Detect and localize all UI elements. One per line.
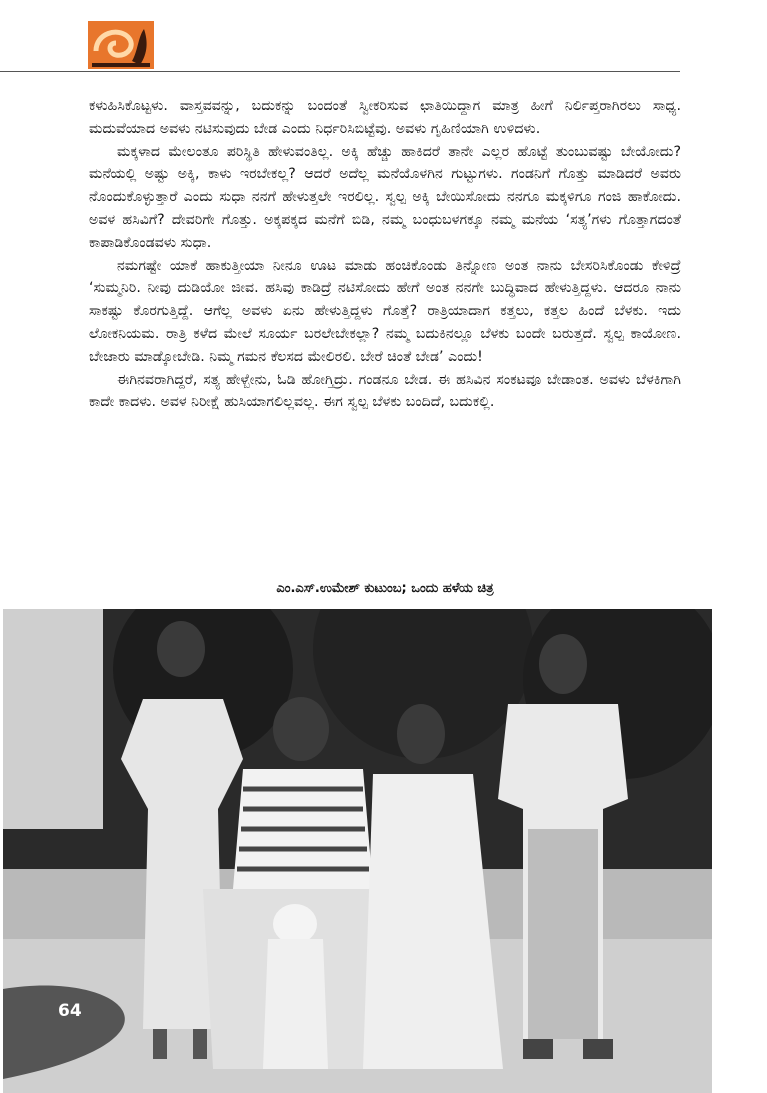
logo-swirl-icon [88, 21, 154, 69]
paragraph-1: ಕಳುಹಿಸಿಕೊಟ್ಟಳು. ವಾಸ್ತವವನ್ನು, ಬದುಕನ್ನು ಬಂದಂತೆ ಸ್ವೀಕರಿಸುವ ಛಾತಿಯಿದ್ದಾಗ ಮಾತ್ರ ಹೀಗೆ ನಿರ್ಲಿಪ್ತರಾಗಿರಲು ಸಾಧ್ಯ. ಮದುವೆಯಾದ ಅವಳು ನಟಿಸುವುದು ಬೇಡ ಎಂದು ನಿರ್ಧರಿಸಿಬಿಟ್ಟೆವು. ಅವಳು ಗೃಹಿಣಿಯಾಗಿ ಉಳಿದಳು. [89, 98, 681, 137]
magazine-logo [88, 21, 154, 69]
family-photo-illustration [3, 609, 712, 1093]
paragraph-4: ಈಗಿನವರಾಗಿದ್ದರೆ, ಸತ್ಯ ಹೇಳ್ಬೇನು, ಓಡಿ ಹೋಗ್ತಿದ್ರು. ಗಂಡನೂ ಬೇಡ. ಈ ಹಸಿವಿನ ಸಂಕಟವೂ ಬೇಡಾಂತ. ಅವಳು ಬೆಳಕಿಗಾಗಿ ಕಾದೇ ಕಾದಳು. ಅವಳ ನಿರೀಕ್ಷೆ ಹುಸಿಯಾಗಲಿಲ್ಲವಲ್ಲ. ಈಗ ಸ್ವಲ್ಪ ಬೆಳಕು ಬಂದಿದೆ, ಬದುಕಲ್ಲಿ. [89, 371, 681, 411]
article-body [89, 95, 681, 414]
page-number: 64 [58, 1001, 82, 1021]
paragraph-3: ನಮಗಷ್ಟೇ ಯಾಕೆ ಹಾಕುತ್ತೀಯಾ ನೀನೂ ಊಟ ಮಾಡು ಹಂಚಿಕೊಂಡು ತಿನ್ನೋಣ ಅಂತ ನಾನು ಬೇಸರಿಸಿಕೊಂಡು ಕೇಳಿದ್ರೆ ‘ಸುಮ್ಮನಿರಿ. ನೀವು ದುಡಿಯೋ ಜೀವ. ಹಸಿವು ಕಾಡಿದ್ರೆ ನಟಿಸೋದು ಹೇಗೆ ಅಂತ ನನಗೇ ಬುದ್ಧಿವಾದ ಹೇಳುತ್ತಿದ್ದಳು. ಆದರೂ ನಾನು ಸಾಕಷ್ಟು ಕೊರಗುತ್ತಿದ್ದೆ. ಆಗೆಲ್ಲ ಅವಳು ಏನು ಹೇಳುತ್ತಿದ್ದಳು ಗೊತ್ತೆ? ರಾತ್ರಿಯಾದಾಗ ಕತ್ತಲು, ಕತ್ತಲ ಹಿಂದೆ ಬೆಳಕು. ಇದು ಲೋಕನಿಯಮ. ರಾತ್ರಿ ಕಳೆದ ಮೇಲೆ ಸೂರ್ಯ ಬರಲೇಬೇಕಲ್ಲಾ? ನಮ್ಮ ಬದುಕಿನಲ್ಲೂ ಬೆಳಕು ಬಂದೇ ಬರುತ್ತದೆ. ಸ್ವಲ್ಪ ಕಾಯೋಣ. ಬೇಜಾರು ಮಾಡ್ಕೋಬೇಡಿ. ನಿಮ್ಮ ಗಮನ ಕೆಲಸದ ಮೇಲಿರಲಿ. ಬೇರೆ ಚಿಂತೆ ಬೇಡ’ ಎಂದು! [89, 257, 681, 365]
photo-caption: ಎಂ.ಎಸ್.ಉಮೇಶ್ ಕುಟುಂಬ; ಒಂದು ಹಳೆಯ ಚಿತ್ರ [276, 581, 494, 596]
header-rule [0, 71, 680, 72]
family-photo [3, 609, 712, 1093]
paragraph-2: ಮಕ್ಕಳಾದ ಮೇಲಂತೂ ಪರಿಸ್ಥಿತಿ ಹೇಳುವಂತಿಲ್ಲ. ಅಕ್ಕಿ ಹೆಚ್ಚು ಹಾಕಿದರೆ ತಾನೇ ಎಲ್ಲರ ಹೊಟ್ಟೆ ತುಂಬುವಷ್ಟು ಬೇಯೋದು? ಮನೆಯಲ್ಲಿ ಅಷ್ಟು ಅಕ್ಕಿ, ಕಾಳು ಇರಬೇಕಲ್ಲ? ಆದರೆ ಅದೆಲ್ಲ ಮನೆಯೊಳಗಿನ ಗುಟ್ಟುಗಳು. ಗಂಡನಿಗೆ ಗೊತ್ತು ಮಾಡಿದರೆ ಅವರು ನೊಂದುಕೊಳ್ಳುತ್ತಾರೆ ಎಂದು ಸುಧಾ ನನಗೆ ಹೇಳುತ್ತಲೇ ಇರಲಿಲ್ಲ. ಸ್ವಲ್ಪ ಅಕ್ಕಿ ಬೇಯಿಸೋದು ನನಗೂ ಮಕ್ಕಳಿಗೂ ಗಂಜಿ ಹಾಕೋದು. ಅವಳ ಹಸಿವಿಗೆ? ದೇವರಿಗೇ ಗೊತ್ತು. ಅಕ್ಕಪಕ್ಕದ ಮನೆಗೆ ಬಿಡಿ, ನಮ್ಮ ಬಂಧುಬಳಗಕ್ಕೂ ನಮ್ಮ ಮನೆಯ ‘ಸತ್ಯ’ಗಳು ಗೊತ್ತಾಗದಂತೆ ಕಾಪಾಡಿಕೊಂಡವಳು ಸುಧಾ. [89, 143, 681, 251]
